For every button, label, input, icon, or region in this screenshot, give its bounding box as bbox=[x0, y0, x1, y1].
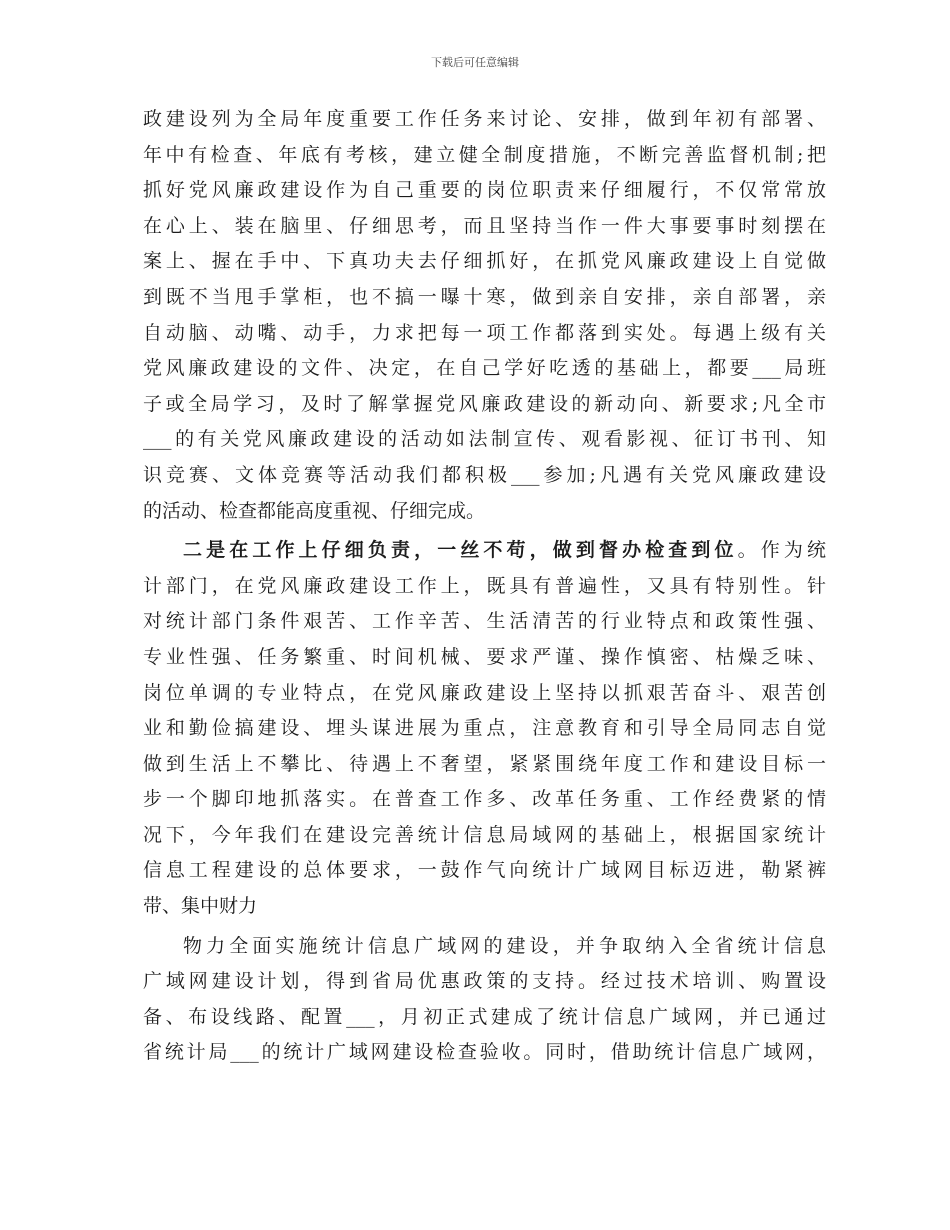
text-line: 在心上、装在脑里、仔细思考，而且坚持当作一件大事要事时刻摆在 bbox=[143, 214, 826, 237]
text-line: 计部门，在党风廉政建设工作上，既具有普遍性，又具有特别性。针 bbox=[143, 574, 826, 597]
document-body bbox=[143, 102, 826, 1071]
text-line: 的活动、检查都能高度重视、仔细完成。 bbox=[143, 499, 486, 522]
text-line: 党风廉政建设的文件、决定，在自己学好吃透的基础上，都要___局班 bbox=[143, 357, 826, 380]
text-line: 业和勤俭搞建设、埋头谋进展为重点，注意教育和引导全局同志自觉 bbox=[143, 717, 826, 740]
paragraph-3 bbox=[143, 929, 826, 1071]
text-line: 案上、握在手中、下真功夫去仔细抓好，在抓党风廉政建设上自觉做 bbox=[143, 250, 826, 273]
text-line: 自动脑、动嘴、动手，力求把每一项工作都落到实处。每遇上级有关 bbox=[143, 321, 826, 344]
paragraph-2-lead-rest: 。作为统 bbox=[737, 539, 826, 562]
text-line bbox=[143, 533, 826, 569]
text-line: 到既不当甩手掌柜，也不搞一曝十寒，做到亲自安排，亲自部署，亲 bbox=[143, 285, 826, 308]
page-header: 下载后可任意编辑 bbox=[431, 56, 519, 69]
text-line: 物力全面实施统计信息广域网的建设，并争取纳入全省统计信息 bbox=[183, 934, 826, 957]
text-line: 省统计局___的统计广域网建设检查验收。同时，借助统计信息广域网， bbox=[143, 1041, 826, 1064]
text-line: 况下，今年我们在建设完善统计信息局域网的基础上，根据国家统计 bbox=[143, 823, 826, 846]
text-line: 识竞赛、文体竞赛等活动我们都积极___参加;凡遇有关党风廉政建设 bbox=[143, 463, 826, 486]
text-line: 岗位单调的专业特点，在党风廉政建设上坚持以抓艰苦奋斗、艰苦创 bbox=[143, 681, 826, 704]
text-line: 广域网建设计划，得到省局优惠政策的支持。经过技术培训、购置设 bbox=[143, 970, 826, 993]
paragraph-2-bold-lead: 二是在工作上仔细负责，一丝不苟，做到督办检查到位 bbox=[183, 539, 738, 562]
text-line: 步一个脚印地抓落实。在普查工作多、改革任务重、工作经费紧的情 bbox=[143, 788, 826, 811]
text-line: 年中有检查、年底有考核，建立健全制度措施，不断完善监督机制;把 bbox=[143, 143, 826, 166]
text-line: 对统计部门条件艰苦、工作辛苦、生活清苦的行业特点和政策性强、 bbox=[143, 610, 826, 633]
text-line: 政建设列为全局年度重要工作任务来讨论、安排，做到年初有部署、 bbox=[143, 108, 826, 130]
text-line: 做到生活上不攀比、待遇上不奢望，紧紧围绕年度工作和建设目标一 bbox=[143, 752, 826, 775]
text-line: 专业性强、任务繁重、时间机械、要求严谨、操作慎密、枯燥乏味、 bbox=[143, 645, 826, 668]
text-line: 子或全局学习，及时了解掌握党风廉政建设的新动向、新要求;凡全市 bbox=[143, 392, 826, 415]
text-line: 带、集中财力 bbox=[143, 895, 258, 918]
text-line: 备、布设线路、配置___，月初正式建成了统计信息广域网，并已通过 bbox=[143, 1005, 826, 1028]
text-line: 抓好党风廉政建设作为自己重要的岗位职责来仔细履行，不仅常常放 bbox=[143, 179, 826, 202]
text-line: ___的有关党风廉政建设的活动如法制宣传、观看影视、征订书刊、知 bbox=[143, 428, 826, 451]
text-line: 信息工程建设的总体要求，一鼓作气向统计广域网目标迈进，勒紧裤 bbox=[143, 859, 826, 882]
paragraph-2 bbox=[143, 533, 826, 925]
paragraph-1 bbox=[143, 102, 826, 529]
